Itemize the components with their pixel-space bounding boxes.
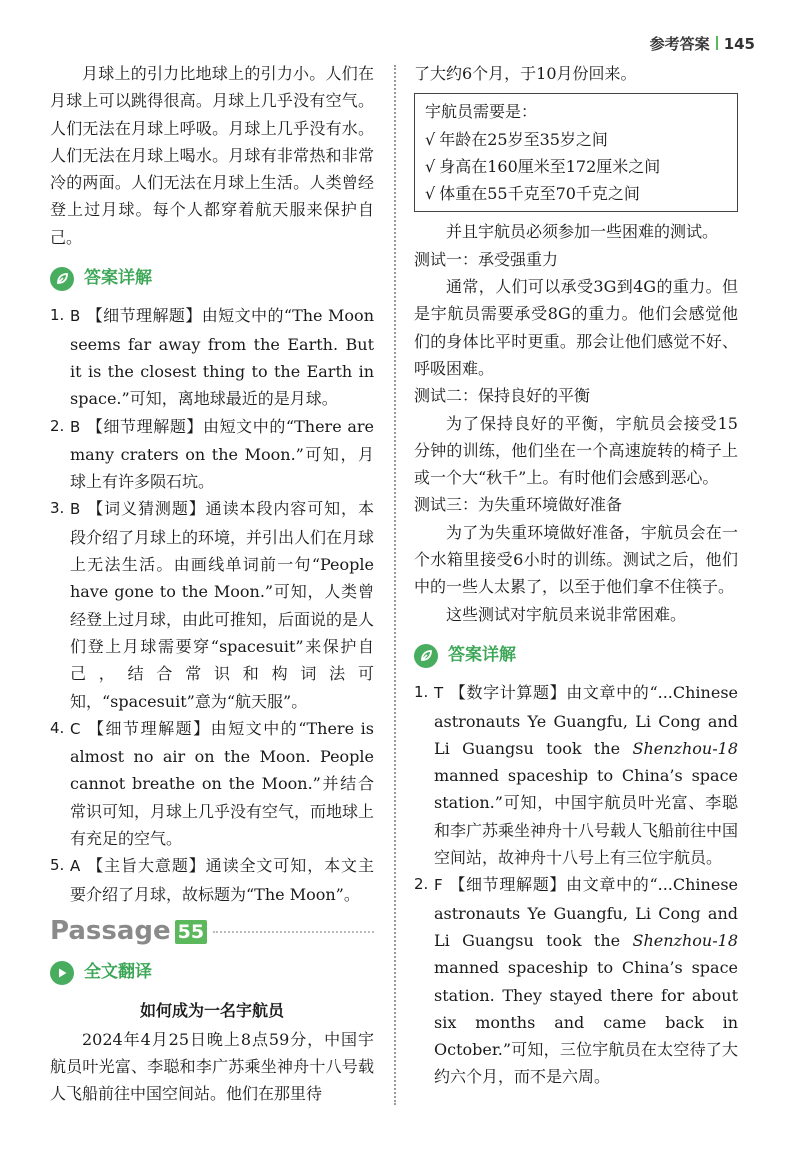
article-paragraph: 2024年4月25日晚上8点59分，中国宇航员叶光富、李聪和李广苏乘坐神舟十八号载人飞船前往中国空间站。他们在那里待 [50,1029,374,1104]
play-icon [50,961,74,985]
answers-heading [50,265,374,292]
column-divider [394,65,396,1105]
requirement-item [425,180,727,207]
answer-option: A [70,857,81,876]
answer-number: 2. [414,875,429,894]
answer-option: B [70,307,81,326]
answer-text: 【词义猜测题】通读本段内容可知，本段介绍了月球上的环境，并引出人们在月球上无法生活。由画线单词前一句“People have gone to the Moon.”可知，人类曾经登上过月球，由此可推知，后面说的是人们登上月球需要穿“spacesuit”来保护自己，结合常识和构词法可知，“spacesuit”意为“航天服”。 [70,499,375,711]
test2-paragraph: 为了保持良好的平衡，宇航员会接受15分钟的训练，他们坐在一个高速旋转的椅子上或一个大“秋千”上。有时他们会感到恶心。 [414,413,738,488]
answer-number: 1. [50,306,65,325]
test3-paragraph: 为了为失重环境做好准备，宇航员会在一个水箱里接受6小时的训练。测试之后，他们中的一些人太累了，以至于他们拿不住筷子。 [414,522,738,597]
answer-text: manned spaceship to China’s space station.”可知，中国宇航员叶光富、李聪和李广苏乘坐神舟十八号载人飞船前往中国空间站，故神舟十八号上有三位宇航员。 [434,766,739,868]
answer-item [50,302,374,412]
answer-text: 【细节理解题】由短文中的“The Moon seems far away from the Earth. But it is the closest thing to the Earth in space.”可知，离地球最近的是月球。 [70,306,374,409]
right-column [414,60,738,1091]
passage-label: Passage [50,915,171,946]
answer-option: F [434,876,443,895]
article-continuation: 了大约6个月，于10月份回来。 [414,64,637,83]
leaf-icon [414,644,438,668]
answer-option: B [70,417,81,436]
page-number: 145 [723,35,755,53]
answers-heading-right [414,642,738,669]
test1-heading: 测试一：承受强重力 [414,249,559,269]
requirements-title: 宇航员需要是： [425,102,538,122]
check-icon: √ [425,184,436,204]
test1-paragraph: 通常，人们可以承受3G到4G的重力。但是宇航员需要承受8G的重力。他们会感觉他们的身体比平时更重。那会让他们感觉不好、呼吸困难。 [414,277,738,378]
check-icon: √ [425,156,436,176]
tests-intro: 并且宇航员必须参加一些困难的测试。 [446,222,719,242]
answer-number: 3. [50,499,65,518]
passage-number: 55 [175,920,207,944]
answer-item [50,413,374,496]
requirement-text: 年龄在25岁至35岁之间 [439,129,608,149]
answer-text: 【细节理解题】由短文中的“There is almost no air on the Moon. People cannot breathe on the Moon.”并结合常识可知，月球上几乎没有空气，而地球上有充足的空气。 [70,718,375,849]
intro-paragraph: 月球上的引力比地球上的引力小。人们在月球上可以跳得很高。月球上几乎没有空气。人们无法在月球上呼吸。月球上几乎没有水。人们无法在月球上喝水。月球有非常热和非常冷的两面。人们无法在月球上生活。人类曾经登上过月球。每个人都穿着航天服来保护自己。 [50,64,374,247]
answer-option: B [70,500,81,519]
answer-option: T [434,684,444,703]
left-column [50,60,374,1108]
answer-list-right [414,679,738,1090]
answer-text: 【主旨大意题】通读全文可知，本文主要介绍了月球，故标题为“The Moon”。 [70,856,374,904]
requirement-item [425,153,727,180]
answer-text: 【细节理解题】由文章中的“...Chinese astronauts Ye Guangfu, Li Cong and Li Guangsu took the [434,875,738,950]
requirement-text: 身高在160厘米至172厘米之间 [439,156,661,176]
translation-heading-text: 全文翻译 [84,962,152,983]
answers-heading-text: 答案详解 [448,644,516,665]
leaf-icon [50,267,74,291]
answer-item [50,715,374,852]
requirement-item [425,126,727,153]
answer-number: 1. [414,683,429,702]
page-header [650,33,755,54]
answer-option: C [70,719,81,738]
answer-number: 2. [50,416,65,435]
answer-list [50,302,374,908]
tests-conclusion: 这些测试对宇航员来说非常困难。 [446,604,687,624]
requirements-box [414,93,738,212]
passage-title-rule [213,931,374,933]
answer-italic: Shenzhou-18 [632,930,738,950]
answer-italic: Shenzhou-18 [632,738,738,758]
answer-item [414,871,738,1090]
article-title: 如何成为一名宇航员 [139,1000,284,1020]
requirement-text: 体重在55千克至70千克之间 [439,184,640,204]
answers-heading-text: 答案详解 [84,268,152,289]
answer-text: 【数字计算题】由文章中的“...Chinese astronauts Ye Guangfu, Li Cong and Li Guangsu took the [434,683,738,758]
translation-heading [50,959,374,986]
test3-heading: 测试三：为失重环境做好准备 [414,495,623,515]
header-section: 参考答案 [649,35,710,53]
answer-number: 4. [50,718,65,737]
answer-text: manned spaceship to China’s space station. They stayed there for about six months and came back in October.”可知，三位宇航员在太空待了大约六个月，而不是六周。 [434,958,738,1087]
passage-title [50,915,374,946]
answer-item [414,679,738,871]
check-icon: √ [425,129,436,149]
answer-number: 5. [50,856,65,875]
test2-heading: 测试二：保持良好的平衡 [414,386,591,406]
header-divider [716,36,718,50]
answer-item [50,852,374,908]
answer-item [50,495,374,714]
answer-text: 【细节理解题】由短文中的“There are many craters on the Moon.”可知，月球上有许多陨石坑。 [70,416,374,492]
